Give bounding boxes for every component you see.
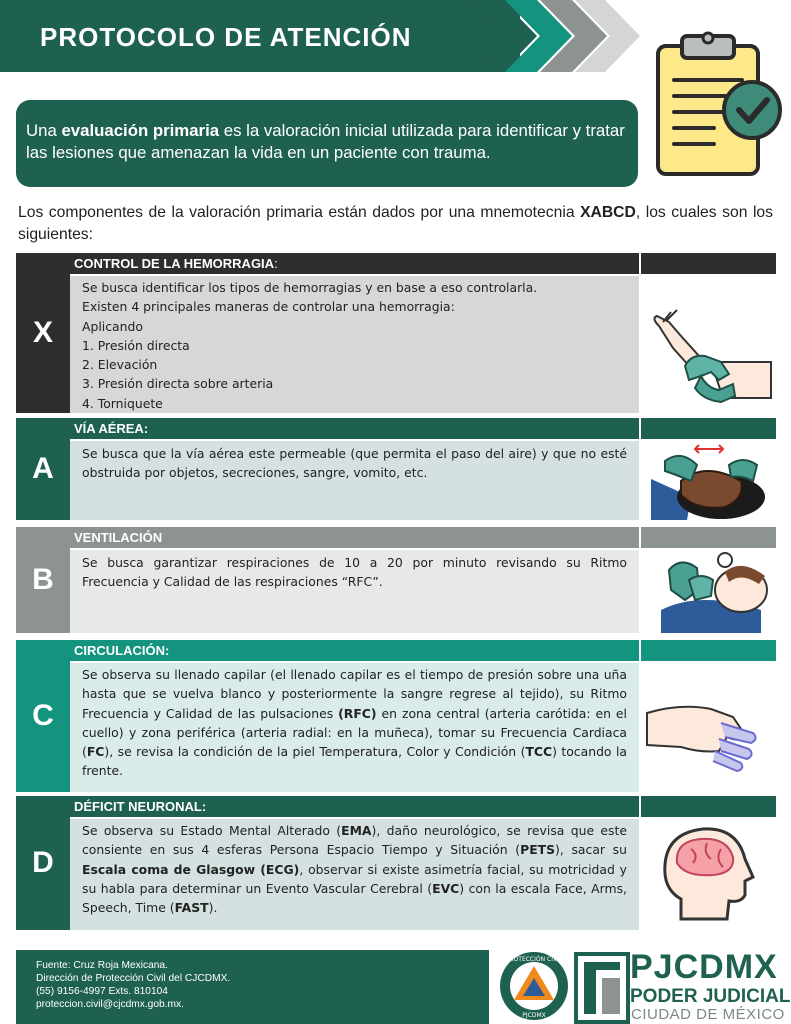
section-image — [641, 819, 776, 930]
footer-email: proteccion.civil@cjcdmx.gob.mx. — [36, 999, 184, 1010]
section-letter: B — [16, 527, 70, 633]
section-d — [16, 796, 776, 930]
section-heading: CIRCULACIÓN: — [70, 640, 639, 661]
brain-head-icon — [641, 819, 776, 930]
section-image — [641, 663, 776, 792]
section-body: Se observa su llenado capilar (el llenado capilar es el tiempo de presión sobre una uña hasta que se vuelva blanco y posteriormente la sangre regrese al tejido), su Ritmo Frecuencia y Calidad de las pulsaciones (RFC) en zona central (arteria carótida: en el cuello) y zona periférica (arteria radial: en la muñeca), tomar su Frecuencia Cardiaca (FC), se revisa la condición de la piel Temperatura, Color y Condición (TCC) tocando la frente. — [70, 663, 639, 792]
section-image — [641, 550, 776, 633]
page-title: PROTOCOLO DE ATENCIÓN — [40, 22, 412, 52]
section-heading-spacer — [641, 640, 776, 661]
section-heading: CONTROL DE LA HEMORRAGIA: — [70, 253, 639, 274]
footer-line: Dirección de Protección Civil del CJCDMX. — [36, 973, 231, 984]
section-letter: X — [16, 253, 70, 413]
intro-box — [16, 100, 638, 187]
components-text: Los componentes de la valoración primaria están dados por una mnemotecnia XABCD, los cuales son los siguientes: — [18, 204, 773, 243]
section-heading: DÉFICIT NEURONAL: — [70, 796, 639, 817]
section-heading-spacer — [641, 796, 776, 817]
intro-text: Una evaluación primaria es la valoración inicial utilizada para identificar y tratar las lesiones que amenazan la vida en un paciente con trauma. — [26, 121, 625, 162]
section-image — [641, 276, 776, 413]
section-b — [16, 527, 776, 633]
section-body: Se observa su Estado Mental Alterado (EMA), daño neurológico, se revisa que este consiente en sus 4 esferas Persona Espacio Tiempo y Situación (PETS), sacar su Escala coma de Glasgow (ECG), observar si existe asimetría facial, su motricidad y su habla para determinar un Evento Vascular Cerebral (EVC) con la escala Face, Arms, Speech, Time (FAST). — [70, 819, 639, 930]
section-heading-spacer — [641, 418, 776, 439]
proteccion-civil-logo — [498, 950, 570, 1022]
hand-pressure-icon — [641, 276, 776, 413]
section-c — [16, 640, 776, 792]
footer-line: (55) 9156-4997 Exts. 810104 — [36, 986, 168, 997]
section-letter: A — [16, 418, 70, 520]
airway-icon — [641, 441, 776, 520]
svg-text:PROTECCIÓN CIVIL: PROTECCIÓN CIVIL — [505, 956, 563, 963]
ciudad-de-mexico-label: CIUDAD DE MÉXICO — [631, 1006, 785, 1023]
section-body: Se busca garantizar respiraciones de 10 a 20 por minuto revisando su Ritmo Frecuencia y Calidad de las respiraciones “RFC”. — [70, 550, 639, 633]
breathing-check-icon — [641, 550, 776, 633]
section-heading-spacer — [641, 527, 776, 548]
section-body: Se busca que la vía aérea este permeable (que permita el paso del aire) y que no esté obstruida por objetos, secreciones, sangre, vomito, etc. — [70, 441, 639, 520]
svg-text:PJCDMX: PJCDMX — [522, 1012, 546, 1019]
section-letter: C — [16, 640, 70, 792]
pjcdmx-brand: PJCDMX — [630, 948, 778, 986]
section-letter: D — [16, 796, 70, 930]
capillary-refill-icon — [641, 663, 776, 792]
section-heading: VÍA AÉREA: — [70, 418, 639, 439]
section-heading-spacer — [641, 253, 776, 274]
clipboard-check-icon — [652, 30, 787, 180]
footer-source — [16, 950, 489, 1024]
section-heading: VENTILACIÓN — [70, 527, 639, 548]
poder-judicial-label: PODER JUDICIAL — [630, 986, 791, 1007]
footer-line: Fuente: Cruz Roja Mexicana. — [36, 960, 168, 971]
section-body: Se busca identificar los tipos de hemorragias y en base a eso controlarla. Existen 4 principales maneras de controlar una hemorragia: Aplicando 1. Presión directa 2. Elevación 3. Presión directa sobre arteria 4. Torniquete — [70, 276, 639, 413]
section-x — [16, 253, 776, 413]
section-image — [641, 441, 776, 520]
section-a — [16, 418, 776, 520]
